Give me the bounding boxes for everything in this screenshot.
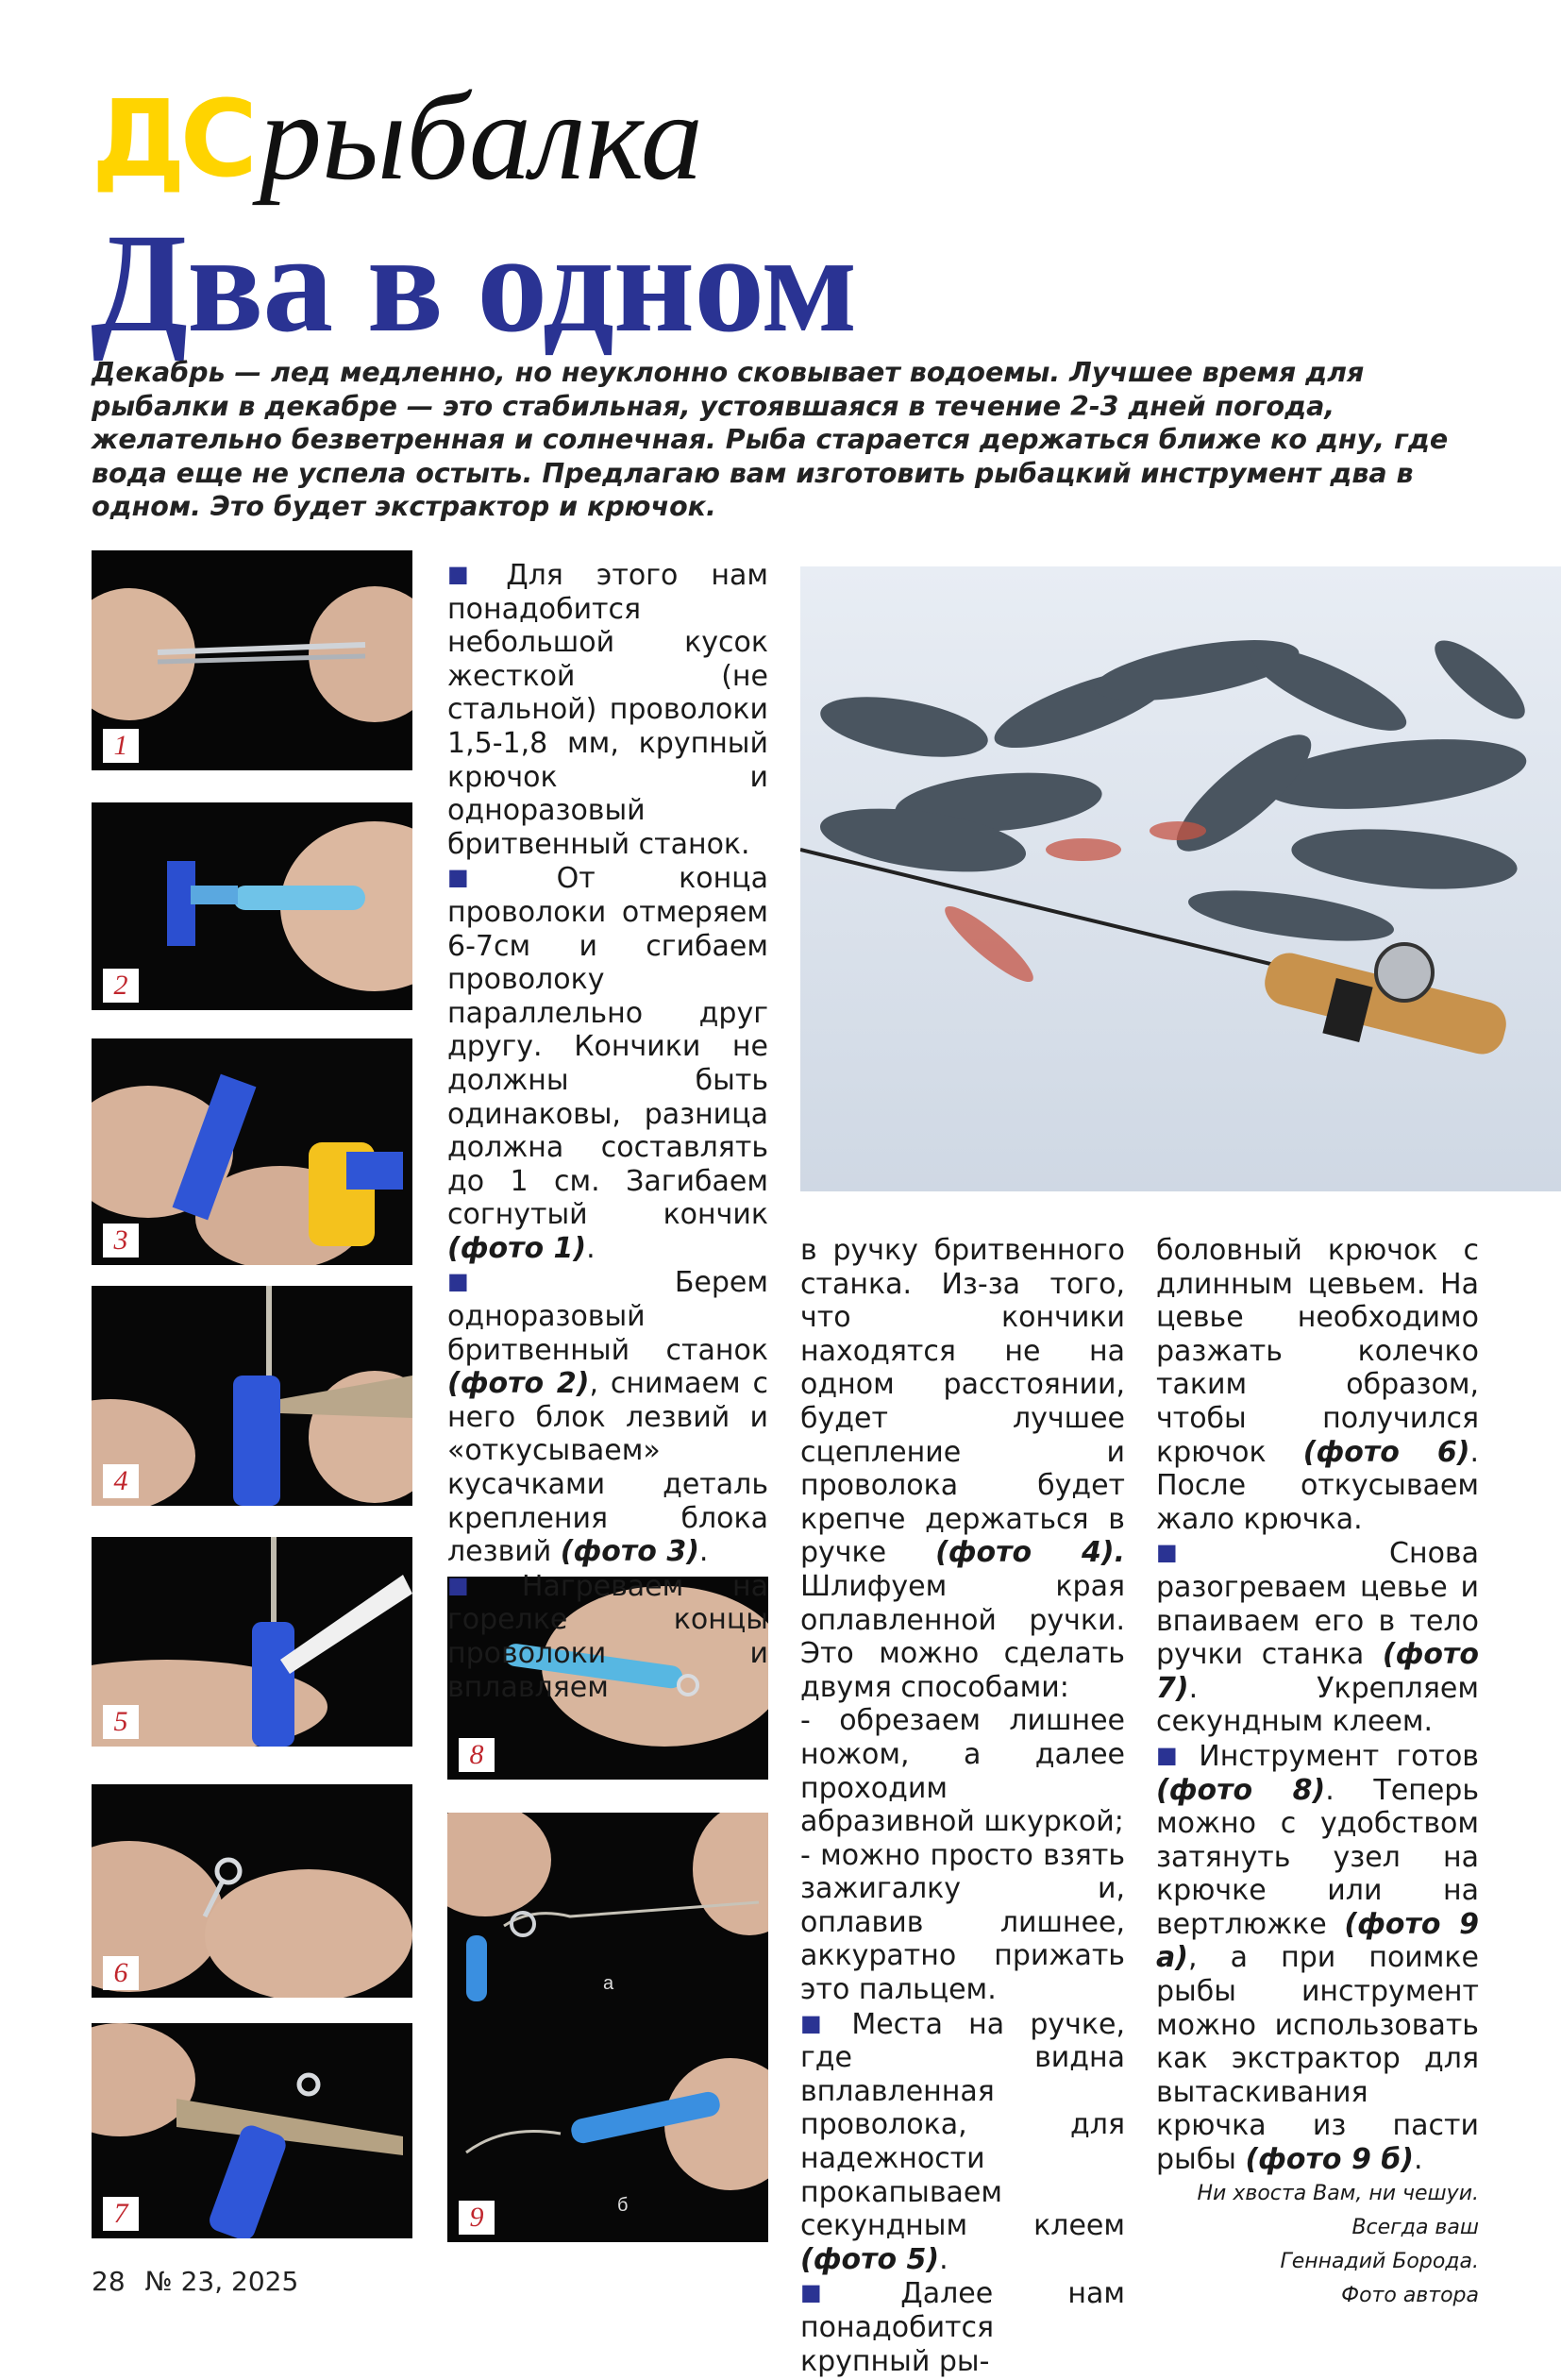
photo-7-image xyxy=(92,2023,412,2238)
photo-6 xyxy=(92,1784,412,1998)
photo-ref: (фото 7) xyxy=(1156,1638,1479,1705)
col1-paragraph-3: ■ Берем одноразовый бритвенный станок (фото 2), снимаем с него блок лезвий и «откусываем» кусачками деталь крепления блока лезвий (фото 3). xyxy=(447,1266,768,1569)
col3-paragraph-1: боловный крючок с длинным цевьем. На цевье необходимо разжать колечко таким образом, чтобы получился крючок (фото 6). После откусываем жало крючка. xyxy=(1156,1234,1479,1536)
photo-3 xyxy=(92,1038,412,1265)
bullet-icon: ■ xyxy=(800,2279,888,2306)
photo-9 xyxy=(447,1813,768,2242)
main-photo-fish-on-ice xyxy=(800,566,1561,1191)
author-signature xyxy=(1156,2177,1479,2313)
bullet-icon: ■ xyxy=(1156,1741,1186,1768)
photo-ref: (фото 8) xyxy=(1156,1773,1326,1807)
photo-4-number: 4 xyxy=(103,1464,139,1498)
col2-paragraph-3: - можно просто взять зажигалку и, оплавив лишнее, аккуратно прижать это пальцем. xyxy=(800,1838,1125,2007)
photo-1 xyxy=(92,550,412,770)
photo-5-image xyxy=(92,1537,412,1747)
signature-line-1: Ни хвоста Вам, ни чешуи. xyxy=(1197,2181,1479,2205)
col3-paragraph-2: ■ Снова разогреваем цевье и впаиваем его в тело ручки станка (фото 7). Укрепляем секундным клеем. xyxy=(1156,1537,1479,1739)
photo-9a-label: а xyxy=(603,1973,614,1994)
page-footer xyxy=(92,2266,298,2297)
col3-paragraph-3: ■ Инструмент готов (фото 8). Теперь можно с удобством затянуть узел на крючке или на вертлюжке (фото 9 а), а при поимке рыбы инструмент можно использовать как экстрактор для вытаскивания крючка из пасти рыбы (фото 9 б). xyxy=(1156,1739,1479,2177)
signature-line-3: Геннадий Борода. xyxy=(1280,2249,1479,2273)
col2-paragraph-2: - обрезаем лишнее ножом, а далее проходим абразивной шкуркой; xyxy=(800,1704,1125,1839)
bullet-icon: ■ xyxy=(447,1268,662,1295)
article-title: Два в одном xyxy=(91,205,857,362)
photo-1-image xyxy=(92,550,412,770)
photo-2-number: 2 xyxy=(103,969,139,1003)
photo-5-number: 5 xyxy=(103,1705,139,1739)
photo-ref: (фото 3) xyxy=(560,1535,699,1569)
article-lead: Декабрь — лед медленно, но неуклонно сковывает водоемы. Лучшее время для рыбалки в декабре — это стабильная, устоявшаяся в течение 2-3 дней погода, желательно безветренная и солнечная. Рыба старается держаться ближе ко дну, где вода еще не успела остыть. Предлагаю вам изготовить рыбацкий инструмент два в одном. Это будет экстрактор и крючок. xyxy=(92,357,1449,522)
photo-9b-label: б xyxy=(617,2195,629,2216)
signature-line-4: Фото автора xyxy=(1341,2283,1479,2307)
bullet-icon: ■ xyxy=(800,2009,839,2036)
col2-paragraph-4: ■ Места на ручке, где видна вплавленная проволока, для надежности прокапываем секундным клеем (фото 5). xyxy=(800,2007,1125,2276)
col1-paragraph-2: ■ От конца проволоки отмеряем 6-7см и сгибаем проволоку параллельно друг другу. Кончики не должны быть одинаковы, разница должна составлять до 1 см. Загибаем согнутый кончик (фото 1). xyxy=(447,862,768,1265)
photo-2-image xyxy=(92,802,412,1010)
photo-ref: (фото 2) xyxy=(447,1367,590,1401)
photo-ref: (фото 4). xyxy=(935,1536,1125,1570)
photo-2 xyxy=(92,802,412,1010)
photo-ref: (фото 5) xyxy=(800,2242,940,2276)
text-column-3 xyxy=(1156,1234,1479,2313)
photo-ref: (фото 9 б) xyxy=(1245,2143,1414,2177)
signature-line-2: Всегда ваш xyxy=(1351,2215,1479,2239)
bullet-icon: ■ xyxy=(447,561,494,587)
photo-ref: (фото 9 а) xyxy=(1156,1907,1479,1975)
section-title: рыбалка xyxy=(260,67,703,206)
photo-8-number: 8 xyxy=(459,1738,495,1772)
photo-6-image xyxy=(92,1784,412,1998)
col1-paragraph-1: ■ Для этого нам понадобится небольшой кусок жесткой (не стальной) проволоки 1,5-1,8 мм, крупный крючок и одноразовый бритвенный станок. xyxy=(447,559,768,861)
photo-ref: (фото 6) xyxy=(1302,1435,1470,1469)
col2-paragraph-1: в ручку бритвенного станка. Из-за того, что кончики находятся не на одном расстоянии, будет лучшее сцепление и проволока будет крепче держаться в ручке (фото 4). Шлифуем края оплавленной ручки. Это можно сделать двумя способами: xyxy=(800,1234,1125,1704)
photo-3-image xyxy=(92,1038,412,1265)
photo-5 xyxy=(92,1537,412,1747)
main-photo-image xyxy=(800,566,1561,1191)
bullet-icon: ■ xyxy=(447,1571,509,1598)
text-column-2 xyxy=(800,1234,1125,2378)
photo-4 xyxy=(92,1286,412,1506)
photo-4-image xyxy=(92,1286,412,1506)
bullet-icon: ■ xyxy=(1156,1539,1377,1566)
photo-7 xyxy=(92,2023,412,2238)
bullet-icon: ■ xyxy=(447,864,544,891)
photo-3-number: 3 xyxy=(103,1224,139,1258)
issue-number: № 23, 2025 xyxy=(144,2266,299,2297)
col2-paragraph-5: ■ Далее нам понадобится крупный ры- xyxy=(800,2277,1125,2378)
photo-ref: (фото 1) xyxy=(447,1231,587,1265)
page-number: 28 xyxy=(92,2266,126,2297)
col1-paragraph-4: ■ Нагреваем на горелке концы проволоки и вплавляем xyxy=(447,1569,768,1704)
text-column-1 xyxy=(447,558,768,1704)
photo-9-number: 9 xyxy=(459,2201,495,2235)
photo-1-number: 1 xyxy=(103,729,139,763)
photo-7-number: 7 xyxy=(103,2197,139,2231)
photo-9-image xyxy=(447,1813,768,2242)
photo-6-number: 6 xyxy=(103,1956,139,1990)
magazine-logo: ДС xyxy=(92,78,252,201)
